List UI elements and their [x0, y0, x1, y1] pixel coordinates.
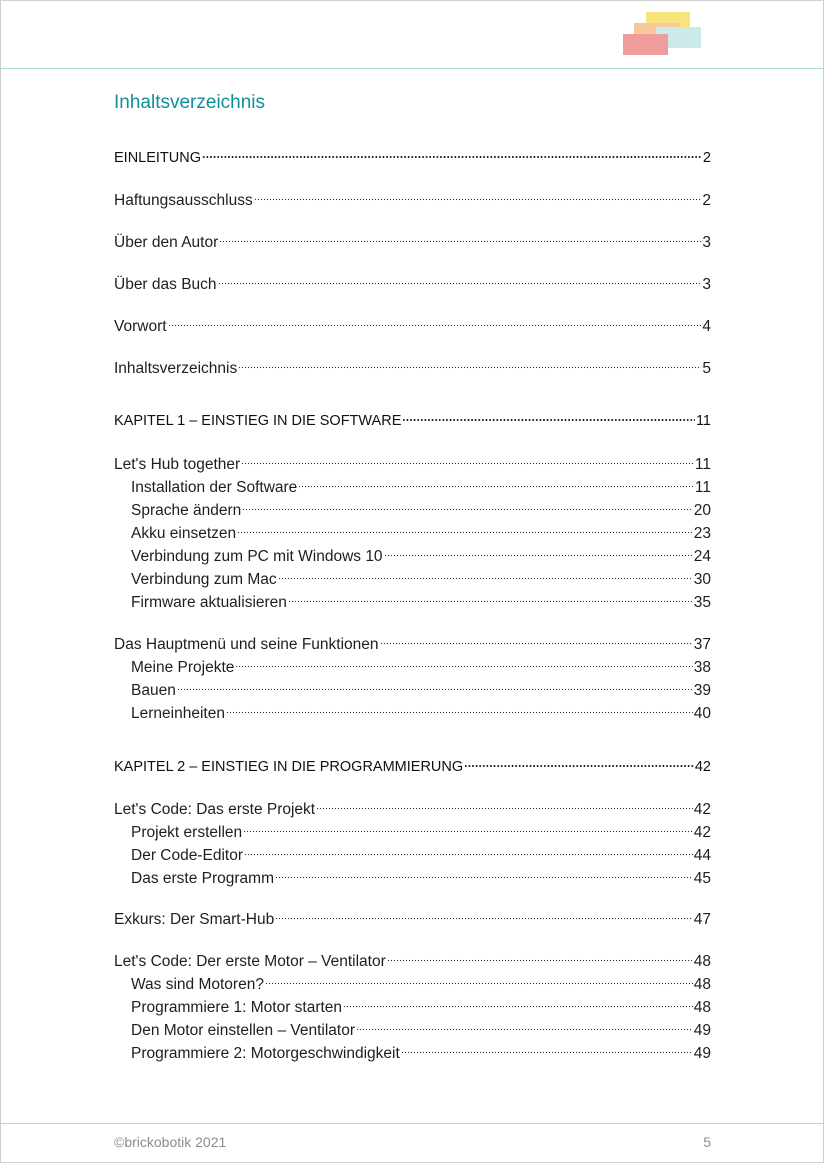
toc-title: Inhaltsverzeichnis [114, 92, 266, 113]
toc-entry-title: Was sind Motoren? [131, 976, 264, 993]
toc-entry-title: Verbindung zum PC mit Windows 10 [131, 548, 383, 565]
toc-entry-page: 48 [693, 953, 711, 970]
toc-dot-leader [380, 641, 693, 645]
toc-dot-leader [244, 852, 693, 856]
toc-dot-leader [298, 484, 694, 488]
toc-dot-leader [275, 916, 693, 920]
toc-entry-sub[interactable] [131, 570, 711, 590]
toc-entry-section[interactable] [114, 910, 711, 930]
toc-entry-section[interactable] [114, 359, 711, 379]
toc-entry-title: Das erste Programm [131, 870, 274, 887]
toc-dot-leader [402, 418, 695, 422]
footer-rule [1, 1123, 823, 1124]
toc-entry-sub[interactable] [131, 658, 711, 678]
toc-entry-title: KAPITEL 1 – EINSTIEG IN DIE SOFTWARE [114, 413, 402, 429]
toc-entry-page: 11 [695, 413, 711, 429]
toc-entry-title: Verbindung zum Mac [131, 571, 277, 588]
toc-dot-leader [243, 829, 693, 833]
toc-dot-leader [219, 239, 701, 243]
toc-entry-sub[interactable] [131, 501, 711, 521]
toc-entry-page: 24 [693, 548, 711, 565]
toc-dot-leader [401, 1050, 693, 1054]
toc-entry-title: Sprache ändern [131, 502, 242, 519]
toc-dot-leader [238, 365, 701, 369]
toc-entry-page: 39 [693, 682, 711, 699]
toc-entry-title: Inhaltsverzeichnis [114, 360, 238, 377]
toc-entry-title: Let's Hub together [114, 456, 241, 473]
toc-entry-page: 37 [693, 636, 711, 653]
toc-dot-leader [226, 710, 693, 714]
toc-dot-leader [202, 155, 702, 159]
toc-entry-page: 23 [693, 525, 711, 542]
toc-entry-sub[interactable] [131, 547, 711, 567]
toc-entry-chapter[interactable] [114, 148, 711, 168]
toc-entry-page: 49 [693, 1045, 711, 1062]
toc-entry-page: 11 [694, 456, 711, 473]
toc-entry-title: Meine Projekte [131, 659, 235, 676]
toc-entry-section[interactable] [114, 317, 711, 337]
toc-entry-page: 5 [702, 360, 711, 377]
toc-entry-section[interactable] [114, 635, 711, 655]
toc-entry-sub[interactable] [131, 681, 711, 701]
toc-entry-sub[interactable] [131, 998, 711, 1018]
footer-page-number: 5 [703, 1134, 711, 1150]
toc-entry-sub[interactable] [131, 593, 711, 613]
toc-entry-section[interactable] [114, 455, 711, 475]
toc-entry-page: 40 [693, 705, 711, 722]
toc-entry-title: Bauen [131, 682, 176, 699]
toc-entry-page: 38 [693, 659, 711, 676]
toc-entry-title: Über das Buch [114, 276, 217, 293]
toc-dot-leader [265, 981, 693, 985]
toc-entry-sub[interactable] [131, 524, 711, 544]
toc-dot-leader [288, 599, 693, 603]
toc-dot-leader [464, 764, 694, 768]
toc-entry-title: EINLEITUNG [114, 150, 202, 166]
toc-entry-page: 48 [693, 999, 711, 1016]
toc-dot-leader [241, 461, 694, 465]
toc-dot-leader [275, 875, 693, 879]
toc-entry-sub[interactable] [131, 704, 711, 724]
toc-entry-title: Let's Code: Das erste Projekt [114, 801, 316, 818]
toc-entry-section[interactable] [114, 191, 711, 211]
toc-entry-chapter[interactable] [114, 411, 711, 431]
toc-entry-page: 20 [693, 502, 711, 519]
toc-entry-page: 35 [693, 594, 711, 611]
toc-entry-title: Der Code-Editor [131, 847, 243, 864]
toc-entry-page: 30 [693, 571, 711, 588]
toc-entry-page: 42 [693, 801, 711, 818]
toc-entry-title: Das Hauptmenü und seine Funktionen [114, 636, 379, 653]
toc-entry-sub[interactable] [131, 823, 711, 843]
toc-dot-leader [218, 281, 702, 285]
toc-entry-sub[interactable] [131, 478, 711, 498]
toc-entry-title: Haftungsausschluss [114, 192, 253, 209]
toc-entry-page: 49 [693, 1022, 711, 1039]
toc-entry-section[interactable] [114, 800, 711, 820]
toc-dot-leader [356, 1027, 693, 1031]
toc-entry-page: 11 [694, 479, 711, 496]
toc-dot-leader [387, 958, 693, 962]
toc-dot-leader [316, 806, 693, 810]
toc-entry-title: Über den Autor [114, 234, 219, 251]
toc-entry-page: 47 [693, 911, 711, 928]
toc-entry-title: Exkurs: Der Smart-Hub [114, 911, 275, 928]
toc-entry-title: Firmware aktualisieren [131, 594, 287, 611]
toc-entry-section[interactable] [114, 952, 711, 972]
toc-entry-sub[interactable] [131, 846, 711, 866]
toc-entry-title: Vorwort [114, 318, 167, 335]
toc-entry-section[interactable] [114, 233, 711, 253]
toc-dot-leader [278, 576, 693, 580]
toc-dot-leader [384, 553, 693, 557]
toc-entry-page: 44 [693, 847, 711, 864]
toc-entry-title: Installation der Software [131, 479, 298, 496]
toc-dot-leader [235, 664, 692, 668]
toc-entry-title: Let's Code: Der erste Motor – Ventilator [114, 953, 386, 970]
toc-dot-leader [237, 530, 693, 534]
toc-entry-page: 42 [694, 759, 711, 775]
toc-entry-title: Projekt erstellen [131, 824, 243, 841]
toc-entry-page: 48 [693, 976, 711, 993]
toc-dot-leader [254, 197, 702, 201]
toc-entry-page: 2 [702, 192, 711, 209]
toc-entry-title: Programmiere 2: Motorgeschwindigkeit [131, 1045, 400, 1062]
toc-entry-sub[interactable] [131, 975, 711, 995]
toc-entry-page: 3 [702, 276, 711, 293]
toc-entry-title: Akku einsetzen [131, 525, 237, 542]
toc-dot-leader [177, 687, 693, 691]
toc-dot-leader [343, 1004, 693, 1008]
toc-dot-leader [168, 323, 702, 327]
toc-entry-page: 4 [702, 318, 711, 335]
toc-entry-title: Programmiere 1: Motor starten [131, 999, 343, 1016]
toc-entry-sub[interactable] [131, 1044, 711, 1064]
toc-entry-page: 45 [693, 870, 711, 887]
toc-entry-title: Lerneinheiten [131, 705, 225, 722]
toc-entry-title: KAPITEL 2 – EINSTIEG IN DIE PROGRAMMIERUNG [114, 759, 464, 775]
table-of-contents [1, 1, 824, 1164]
toc-dot-leader [242, 507, 692, 511]
toc-entry-section[interactable] [114, 275, 711, 295]
toc-entry-title: Den Motor einstellen – Ventilator [131, 1022, 356, 1039]
toc-entry-chapter[interactable] [114, 757, 711, 777]
toc-entry-page: 2 [702, 150, 711, 166]
footer-copyright: ©brickobotik 2021 [114, 1134, 227, 1150]
toc-entry-sub[interactable] [131, 869, 711, 889]
toc-entry-sub[interactable] [131, 1021, 711, 1041]
toc-entry-page: 42 [693, 824, 711, 841]
toc-entry-page: 3 [702, 234, 711, 251]
